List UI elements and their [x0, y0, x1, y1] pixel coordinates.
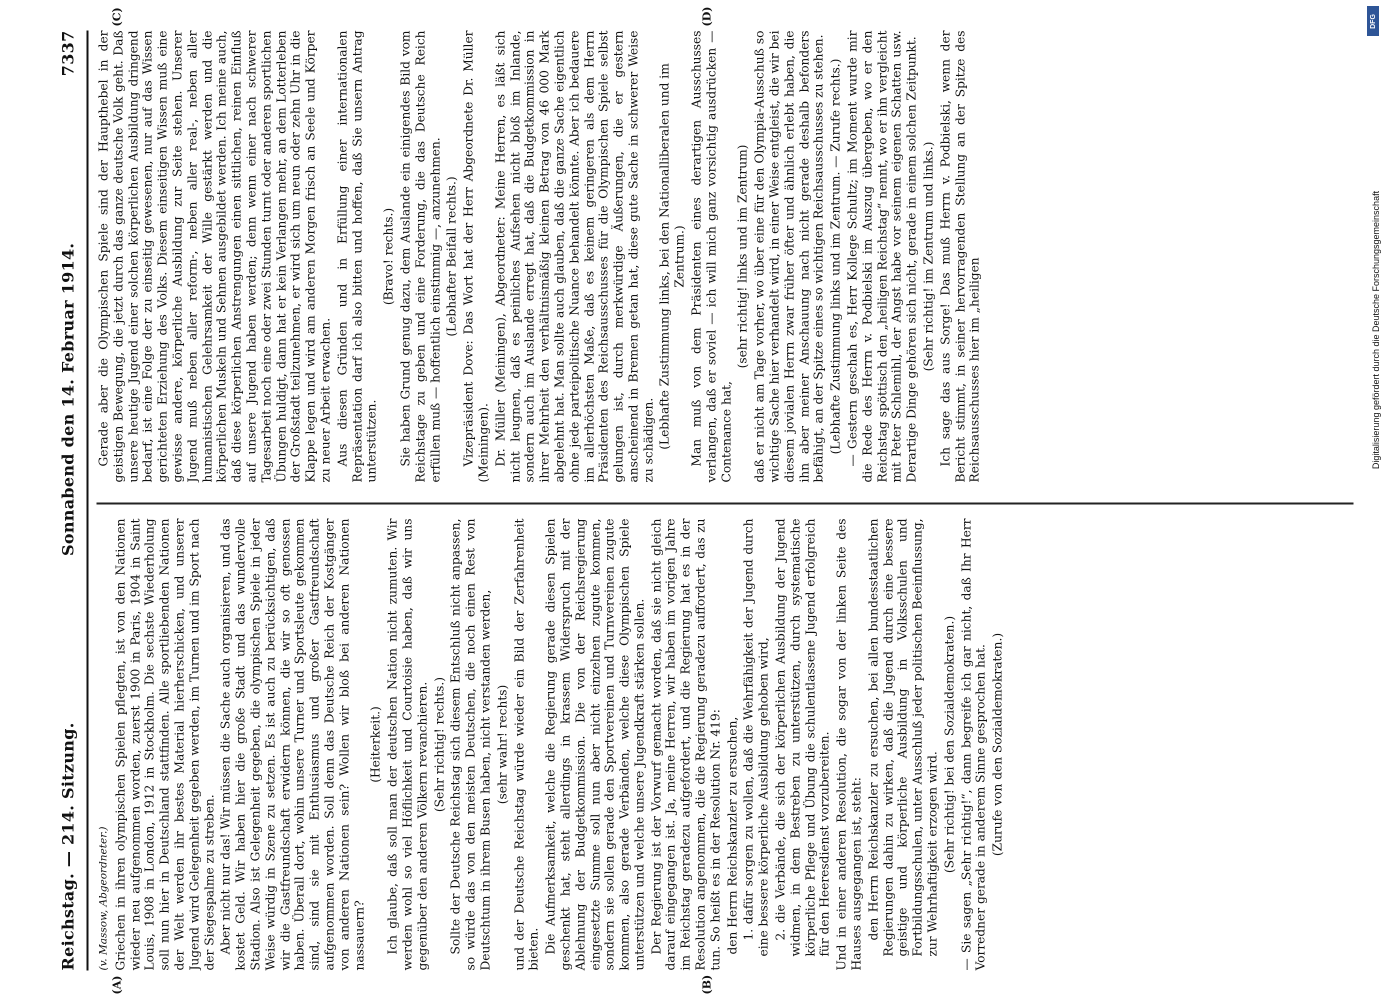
- interjection: (Lebhafter Beifall rechts.): [444, 175, 459, 337]
- paragraph: Gerade aber die Olympischen Spiele sind der Haupthebel in der geistigen Bewegung, die jetzt durch das ganze deutsche Volk geht. Daß unsere heutige Jugend einer solchen körperlichen Ausbildung dringend bedarf, ist eine Folge der zu einseitig gewesenen, nur auf das Wissen gerichteten Erziehung des Volks. Diesem einseitigen Wissen muß eine gewisse andere, körperliche Ausbildung zur Seite stehen. Unserer Jugend muß neben aller reform-, neben aller real-, neben aller humanistischen Gelehrsamkeit der Wille gestärkt werden und die körperlichen Muskeln und Sehnen ausgebildet werden. Ich meine auch, daß diese körperlichen Anstrengungen einen sittlichen, reinen Einfluß auf unsere Jugend haben werden; denn wenn einer nach schwerer Tagesarbeit noch eine oder zwei Stunden turnt oder anderen sportlichen Übungen huldigt, dann hat er kein Verlangen mehr, an dem Lotterleben der Großstadt teilzunehmen, er wird sich um neun oder zehn Uhr in die Klappe legen und wird am anderen Morgen frisch an Seele und Körper zu neuer Arbeit erwachen.: [96, 30, 332, 482]
- paragraph: Und in einer anderen Resolution, die sogar von der linken Seite des Hauses ausgegangen ist, steht:: [834, 518, 864, 970]
- quote: den Herrn Reichskanzler zu ersuchen, bei allen bundesstaatlichen Regierungen dahin zu wirken, daß die Jugend durch eine bessere geistige und körperliche Ausbildung in Volksschulen und Fortbildungsschulen, unter Ausschluß jeder politischen Beeinflussung, zur Wehrhaftigkeit erzogen wird.: [865, 518, 940, 956]
- paragraph: Aus diesen Gründen und in Erfüllung einer internationalen Repräsentation darf ich also bitten und hoffen, daß Sie unsern Antrag unterstützen.: [334, 30, 379, 482]
- interjection: (Sehr richtig! bei den Sozialdemokraten.): [941, 615, 956, 873]
- paragraph: den Herrn Reichskanzler zu ersuchen,: [724, 716, 739, 954]
- margin-mark-d: (D): [700, 6, 713, 26]
- interjection: (sehr richtig! links und im Zentrum): [735, 144, 750, 368]
- header-rule: [86, 30, 88, 970]
- interjection: (Sehr richtig! im Zentrum und links.): [921, 141, 936, 371]
- page-header: [52, 30, 82, 970]
- interjection: (Lebhafte Zustimmung links und im Zentrum. — Zurufe rechts.): [828, 58, 843, 454]
- paragraph: Ich sage das aus Sorge! Das muß Herrn v. Podbielski, wenn der Bericht stimmt, in seiner hervorragenden Stellung an der Spitze des Reichsausschusses hier im „heiligen: [937, 30, 982, 482]
- interjection: (Heiterkeit.): [368, 705, 383, 783]
- list-item: 2. die Verbände, die sich der körperlichen Ausbildung der Jugend widmen, in dem Bestreben zu unterstützen, durch systematische körperliche Pflege und Übung die schulentlassene Jugend erfolgreich für den Heeresdienst vorzubereiten.: [773, 518, 832, 956]
- margin-mark-b: (B): [700, 974, 713, 994]
- paragraph: daß er nicht am Tage vorher, wo über eine für den Olympia-Ausschuß so wichtige Sache hier verhandelt wird, in einer Weise entgleist, die wir bei diesem jovialen Herrn zwar früher öfter und ähnlich erlebt haben, die ihn aber meiner Anschauung nach nicht gerade deshalb befonders befähigt, an der Spitze eines so wichtigen Reichsausschusses zu stehen.: [752, 30, 826, 482]
- speaker-announcement: Vizepräsident Dove: Das Wort hat der Herr Abgeordnete Dr. Müller (Meiningen).: [461, 30, 490, 482]
- digitization-credit: Digitalisierung gefördert durch die Deutsche Forschungsgemeinschaft: [1371, 190, 1381, 470]
- paragraph: Dr. Müller (Meiningen), Abgeordneter: Meine Herren, es läßt sich nicht leugnen, daß es peinliches Aufsehen nicht bloß im Inlande, sondern auch im Auslande erregt hat, daß die Budgetkommission in ihrer Mehrheit den verhältnismäßig kleinen Betrag von 46 000 Mark abgelehnt hat. Man sollte auch glauben, daß die ganze Sache eigentlich ohne jede parteipolitische Nuance behandelt könnte. Aber ich bedauere im allerhöchsten Maße, daß es keinem geringeren als dem Herrn Präsidenten des Reichsausschusses für die Olympischen Spiele selbst gelungen ist, durch merkwürdige Äußerungen, die er gestern anscheinend in Bremen getan hat, diese gute Sache in schwerer Weise zu schädigen.: [492, 30, 655, 482]
- margin-mark-a: (A): [110, 975, 123, 994]
- interjection: (Lebhafte Zustimmung links, bei den Nationalliberalen und im Zentrum.): [657, 62, 687, 450]
- paragraph: — Sie sagen „Sehr richtig!“, dann begreife ich gar nicht, daß Ihr Herr Vorredner gerade in anderem Sinne gesprochen hat.: [958, 518, 988, 970]
- left-column: [96, 518, 1353, 970]
- speaker-note: (v. Massow, Abgeordneter.): [97, 826, 109, 970]
- list-item: 1. dafür sorgen zu wollen, daß die Wehrfähigkeit der Jugend durch eine bessere körperliche Ausbildung gehoben wird,: [741, 518, 771, 956]
- paragraph: Die Aufmerksamkeit, welche die Regierung gerade diesen Spielen geschenkt hat, steht allerdings in krassem Widerspruch mit der Ablehnung der Budgetkommission. Die von der Reichsregierung eingesetzte Summe soll nun aber nicht einzelnen zugute kommen, sondern sie sollen gerade den Sportvereinen und Turnvereinen zugute kommen, also gerade Verbänden, welche diese Olympischen Spiele unterstützen und welche unsere Jugendkraft stärken sollen.: [543, 518, 646, 970]
- interjection: (Bravo! rechts.): [381, 207, 396, 305]
- right-column: [96, 30, 1353, 482]
- interjection: (sehr wahr! rechts): [494, 684, 509, 804]
- interjection: (Zurufe von den Sozialdemokraten.): [990, 632, 1005, 856]
- interjection: (Sehr richtig! rechts.): [431, 676, 446, 812]
- paragraph: Sie haben Grund genug dazu, dem Auslande ein einigendes Bild vom Reichstage zu geben und eine Forderung, die das Deutsche Reich erfüllen muß — hoffentlich einstimmig —, anzunehmen.: [397, 30, 442, 482]
- page-number: 7337: [57, 30, 77, 76]
- paragraph: Aber nicht nur das! Wir müssen die Sache auch organisieren, und das kostet Geld. Wir haben hier die große Stadt und das wundervolle Stadion. Also ist Gelegenheit gegeben, die olympischen Spiele in jeder Weise würdig in Szene zu setzen. Es ist auch zu berücksichtigen, daß wir die Gastfreundschaft erwidern können, die wir so oft genossen haben. Überall dort, wohin unsere Turner und Sportsleute gekommen sind, sind sie mit Enthusiasmus und großer Gastfreundschaft aufgenommen worden. Soll denn das Deutsche Reich der Kostgänger von anderen Nationen sein? Wollen wir bloß bei anderen Nationen nassauern?: [218, 518, 366, 970]
- paragraph: Sollte der Deutsche Reichstag sich diesem Entschluß nicht anpassen, so würde das von den meisten Deutschen, die noch einen Rest von Deutschtum in ihrem Busen haben, nicht verstanden werden,: [448, 518, 492, 970]
- paragraph: Griechen in ihren olympischen Spielen pflegten, ist von den Nationen wieder neu aufgenommen worden, zuerst 1900 in Paris, 1904 in Saint Louis, 1908 in London, 1912 in Stockholm. Die sechste Wiederholung soll nun hier in Deutschland stattfinden. Alle sportliebenden Nationen der Welt werden ihr bestes Material hierherschicken, und unserer Jugend wird Gelegenheit gegeben werden, im Turnen und im Sport nach der Siegespalme zu streben.: [112, 518, 216, 970]
- paragraph: Ich glaube, daß soll man der deutschen Nation nicht zumuten. Wir werden wohl so viel Höflichkeit und Courtoisie haben, daß wir uns gegenüber den anderen Völkern revanchieren.: [385, 518, 429, 970]
- header-date: Sonnabend den 14. Februar 1914.: [57, 242, 77, 556]
- dfg-logo: DFG: [1367, 6, 1379, 36]
- paragraph: Man muß von dem Präsidenten eines derartigen Ausschusses verlangen, daß er soviel — ich will mich ganz vorsichtig ausdrücken — Contenance hat,: [689, 30, 733, 482]
- margin-mark-c: (C): [110, 6, 123, 26]
- header-left: Reichstag. — 214. Sitzung.: [57, 721, 77, 970]
- paragraph: — Gestern geschah es, Herr Kollege Schultz; im Moment wurde mir die Rede des Herrn v. Podbielski im Auszug übergeben, wo er den Reichstag spöttisch den „heiligen Reichstag“ nennt, wo er ihn vergleicht mit Peter Schlemihl, der Angst habe vor seinem eigenen Schatten usw. Derartige Dinge gehören sich nicht, gerade in einem solchen Zeitpunkt.: [845, 30, 919, 482]
- paragraph: und der Deutsche Reichstag würde wieder ein Bild der Zerfahrenheit bieten.: [511, 518, 541, 970]
- column-divider: [96, 502, 1353, 504]
- paragraph: Der Regierung ist der Vorwurf gemacht worden, daß sie nicht gleich darauf eingegangen ist. Ja, meine Herren, wir haben im vorigen Jahre im Reichstag geradezu aufgefordert, und die Regierung hat es in der Resolution angenommen, die die Regierung geradezu auffordert, das zu tun. So heißt es in der Resolution Nr. 419:: [648, 518, 722, 970]
